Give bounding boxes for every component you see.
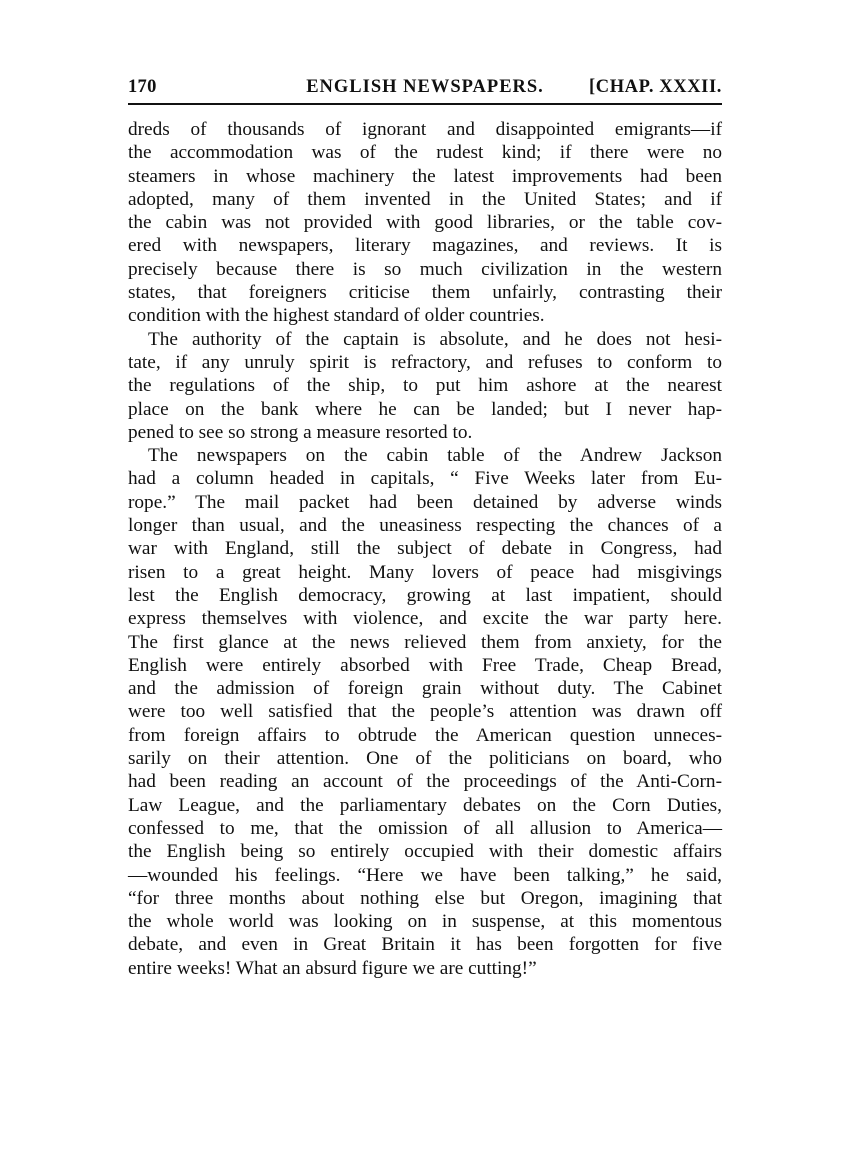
text-line: from foreign affairs to obtrude the American question unneces- (128, 724, 722, 746)
text-line: precisely because there is so much civilization in the western (128, 258, 722, 280)
text-line: the whole world was looking on in suspense, at this momentous (128, 911, 722, 933)
text-line: longer than usual, and the uneasiness respecting the chances of a (128, 515, 722, 537)
page-number: 170 (128, 77, 157, 97)
text-line: Law League, and the parliamentary debates on the Corn Duties, (128, 794, 722, 816)
text-line: place on the bank where he can be landed; but I never hap- (128, 398, 722, 420)
text-line: risen to a great height. Many lovers of peace had misgivings (128, 561, 722, 583)
text-line: tate, if any unruly spirit is refractory, and refuses to conform to (128, 351, 722, 373)
text-line: The newspapers on the cabin table of the Andrew Jackson (148, 445, 722, 467)
running-head (128, 72, 722, 102)
text-line: —wounded his feelings. “Here we have been talking,” he said, (128, 864, 722, 886)
text-line: the accommodation was of the rudest kind; if there were no (128, 142, 722, 164)
text-line: the cabin was not provided with good libraries, or the table cov- (128, 212, 722, 234)
text-line: debate, and even in Great Britain it has been forgotten for five (128, 934, 722, 956)
text-line: English were entirely absorbed with Free Trade, Cheap Bread, (128, 654, 722, 676)
text-line: states, that foreigners criticise them unfairly, contrasting their (128, 282, 722, 304)
text-line: rope.” The mail packet had been detained by adverse winds (128, 491, 722, 513)
text-line: sarily on their attention. One of the politicians on board, who (128, 748, 722, 770)
text-line: dreds of thousands of ignorant and disappointed emigrants—if (128, 119, 722, 140)
text-line: steamers in whose machinery the latest improvements had been (128, 165, 722, 187)
text-line: ered with newspapers, literary magazines, and reviews. It is (128, 235, 722, 257)
text-line: were too well satisfied that the people’s attention was drawn off (128, 701, 722, 723)
text-line: and the admission of foreign grain without duty. The Cabinet (128, 678, 722, 700)
text-line: The authority of the captain is absolute, and he does not hesi- (148, 328, 722, 350)
text-line: “for three months about nothing else but Oregon, imagining that (128, 887, 722, 909)
text-line: condition with the highest standard of older countries. (128, 305, 545, 327)
chapter-reference: [CHAP. XXXII. (588, 77, 722, 97)
text-line: pened to see so strong a measure resorted to. (128, 421, 473, 443)
text-line: the English being so entirely occupied with their domestic affairs (128, 841, 722, 863)
text-line: The first glance at the news relieved them from anxiety, for the (128, 631, 722, 653)
text-line: confessed to me, that the omission of all allusion to America— (128, 817, 722, 839)
text-line: entire weeks! What an absurd figure we are cutting!” (128, 957, 537, 979)
body-text (128, 118, 722, 980)
text-line: adopted, many of them invented in the United States; and if (128, 188, 722, 210)
text-line: had been reading an account of the proceedings of the Anti-Corn- (128, 771, 722, 793)
text-line: war with England, still the subject of debate in Congress, had (128, 538, 722, 560)
text-line: the regulations of the ship, to put him ashore at the nearest (128, 375, 722, 397)
text-line: lest the English democracy, growing at last impatient, should (128, 584, 722, 606)
running-title: ENGLISH NEWSPAPERS. (306, 77, 544, 97)
text-line: express themselves with violence, and excite the war party here. (128, 608, 722, 630)
text-line: had a column headed in capitals, “ Five Weeks later from Eu- (128, 468, 722, 490)
header-rule (128, 103, 722, 105)
